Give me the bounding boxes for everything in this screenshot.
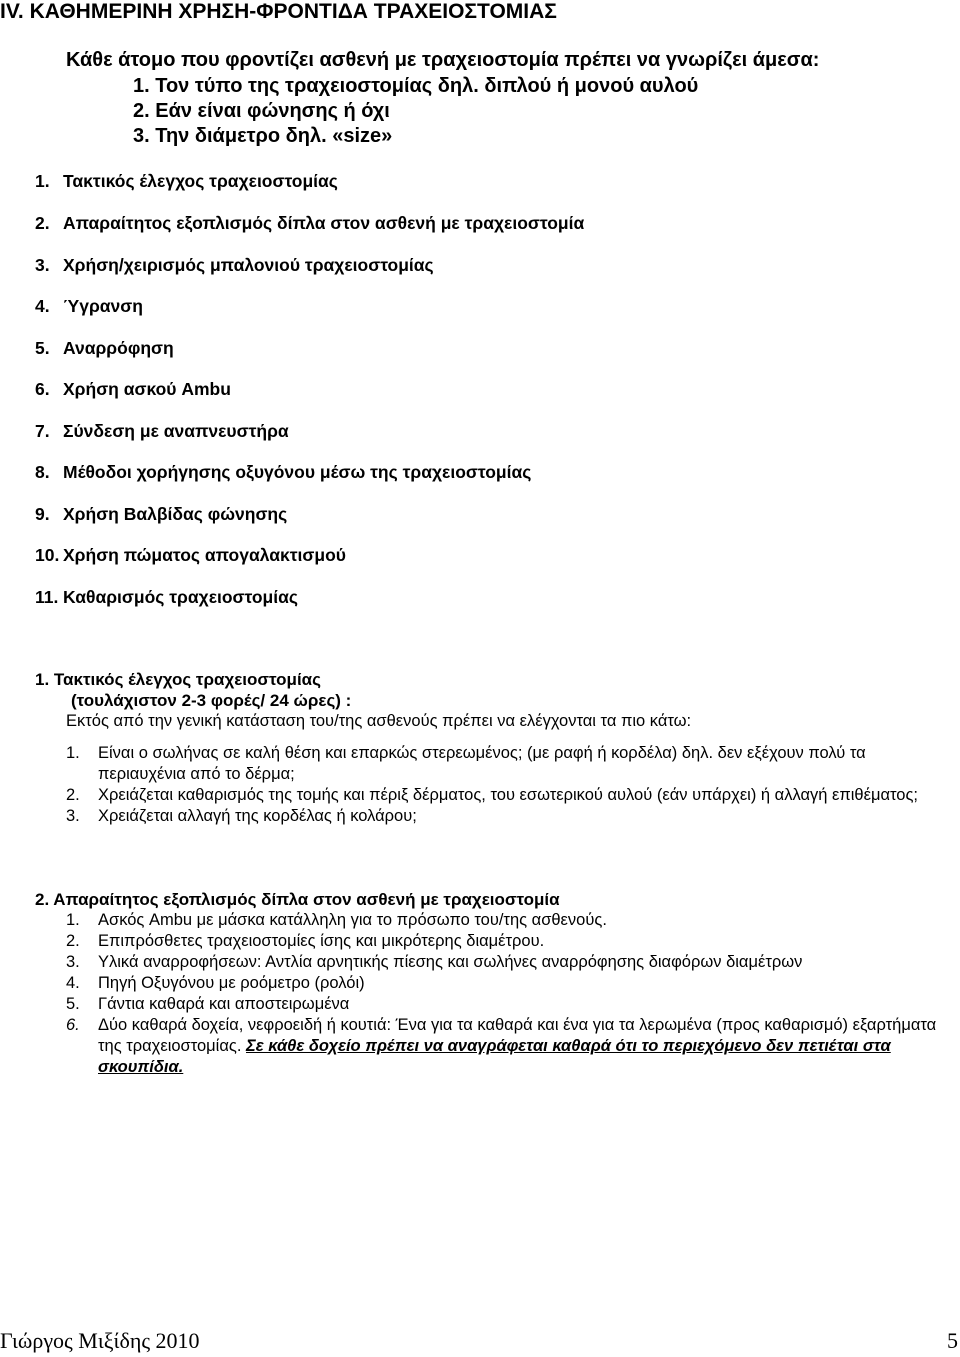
section-1-list — [66, 743, 950, 827]
toc-text: Αναρρόφηση — [63, 338, 174, 358]
toc-text: Χρήση/χειρισμός μπαλονιού τραχειοστομίας — [63, 255, 434, 275]
list-item-text: Γάντια καθαρά και αποστειρωμένα — [98, 995, 350, 1013]
toc-num: 9. — [35, 504, 50, 524]
toc-num: 5. — [35, 338, 50, 358]
footer-author: Γιώργος Μιξίδης 2010 — [0, 1328, 200, 1353]
section-2-heading: 2. Απαραίτητος εξοπλισμός δίπλα στον ασθενή με τραχειοστομία — [35, 890, 560, 909]
toc-item — [35, 337, 174, 359]
toc-item — [35, 586, 298, 608]
list-item — [66, 743, 950, 785]
list-item-num: 1. — [66, 744, 80, 762]
toc-text: Χρήση Βαλβίδας φώνησης — [63, 504, 288, 524]
section-1-heading: 1. Τακτικός έλεγχος τραχειοστομίας — [35, 670, 321, 689]
toc-text: Μέθοδοι χορήγησης οξυγόνου μέσω της τραχειοστομίας — [63, 462, 532, 482]
intro-item: 3. Την διάμετρο δηλ. «size» — [133, 125, 393, 147]
list-item-num: 3. — [66, 807, 80, 825]
list-item-num: 6. — [66, 1016, 80, 1034]
section-1-intro: Εκτός από την γενική κατάσταση του/της ασθενούς πρέπει να ελέγχονται τα πιο κάτω: — [66, 712, 692, 730]
list-item-num: 5. — [66, 995, 80, 1013]
intro-item: 2. Εάν είναι φώνησης ή όχι — [133, 100, 390, 122]
list-item — [66, 973, 950, 994]
toc-num: 6. — [35, 379, 50, 399]
toc-num: 10. — [35, 545, 60, 565]
toc-num: 3. — [35, 255, 50, 275]
list-item-text: Υλικά αναρροφήσεων: Αντλία αρνητικής πίεσης και σωλήνες αναρρόφησης διαφόρων διαμέτρων — [98, 953, 803, 971]
toc-text: Σύνδεση με αναπνευστήρα — [63, 421, 289, 441]
toc-text: Απαραίτητος εξοπλισμός δίπλα στον ασθενή με τραχειοστομία — [63, 213, 585, 233]
list-item — [66, 910, 950, 931]
list-item-num: 1. — [66, 911, 80, 929]
toc-item — [35, 378, 231, 400]
toc-text: Καθαρισμός τραχειοστομίας — [63, 587, 298, 607]
section-2-list — [66, 910, 950, 1078]
toc-item — [35, 212, 584, 234]
toc-text: Ύγρανση — [63, 296, 143, 316]
list-item-num: 2. — [66, 786, 80, 804]
page-number: 5 — [947, 1328, 958, 1353]
toc-item — [35, 295, 143, 317]
list-item — [66, 994, 950, 1015]
toc-text: Χρήση πώματος απογαλακτισμού — [63, 545, 346, 565]
toc-item — [35, 544, 346, 566]
toc-item — [35, 461, 531, 483]
list-item — [66, 806, 950, 827]
toc-num: 1. — [35, 171, 50, 191]
list-item-num: 2. — [66, 932, 80, 950]
list-item — [66, 785, 950, 806]
list-item-text: Δύο καθαρά δοχεία, νεφροειδή ή κουτιά: Ένα για τα καθαρά και ένα για τα λερωμένα (προς καθαρισμό) εξαρτήματα της τραχειοστομίας. — [98, 1016, 937, 1055]
toc-num: 11. — [35, 587, 59, 607]
list-item-text: Χρειάζεται αλλαγή της κορδέλας ή κολάρου; — [98, 807, 417, 825]
toc-text: Χρήση ασκού Ambu — [63, 379, 231, 399]
warning-note: Σε κάθε δοχείο πρέπει να αναγράφεται καθαρά ότι το περιεχόμενο δεν πετιέται στα σκουπίδια. — [98, 1037, 891, 1076]
toc-item — [35, 170, 338, 192]
toc-item — [35, 420, 289, 442]
toc-item — [35, 503, 287, 525]
toc-num: 7. — [35, 421, 50, 441]
intro-lead: Κάθε άτομο που φροντίζει ασθενή με τραχειοστομία πρέπει να γνωρίζει άμεσα: — [66, 49, 820, 71]
toc-item — [35, 254, 434, 276]
list-item-num: 4. — [66, 974, 80, 992]
intro-item: 1. Τον τύπο της τραχειοστομίας δηλ. διπλού ή μονού αυλού — [133, 75, 699, 97]
section-1-subheading: (τουλάχιστον 2-3 φορές/ 24 ώρες) : — [71, 691, 352, 710]
list-item — [66, 931, 950, 952]
list-item-num: 3. — [66, 953, 80, 971]
toc-num: 2. — [35, 213, 50, 233]
list-item — [66, 1015, 950, 1078]
list-item-text: Επιπρόσθετες τραχειοστομίες ίσης και μικρότερης διαμέτρου. — [98, 932, 545, 950]
list-item-text: Πηγή Οξυγόνου με ροόμετρο (ρολόι) — [98, 974, 365, 992]
list-item-text: Είναι ο σωλήνας σε καλή θέση και επαρκώς στερεωμένος; (με ραφή ή κορδέλα) δηλ. δεν εξέχουν πολύ τα περιαυχένια από το δέρμα; — [98, 744, 866, 783]
toc-num: 8. — [35, 462, 50, 482]
list-item-text: Χρειάζεται καθαρισμός της τομής και πέριξ δέρματος, του εσωτερικού αυλού (εάν υπάρχει) ή αλλαγή επιθέματος; — [98, 786, 919, 804]
toc-num: 4. — [35, 296, 50, 316]
list-item-text: Ασκός Ambu με μάσκα κατάλληλη για το πρόσωπο του/της ασθενούς. — [98, 911, 607, 929]
page-title: IV. ΚΑΘΗΜΕΡΙΝΗ ΧΡΗΣΗ-ΦΡΟΝΤΙΔΑ ΤΡΑΧΕΙΟΣΤΟΜΙΑΣ — [0, 0, 557, 23]
list-item — [66, 952, 950, 973]
toc-text: Τακτικός έλεγχος τραχειοστομίας — [63, 171, 338, 191]
